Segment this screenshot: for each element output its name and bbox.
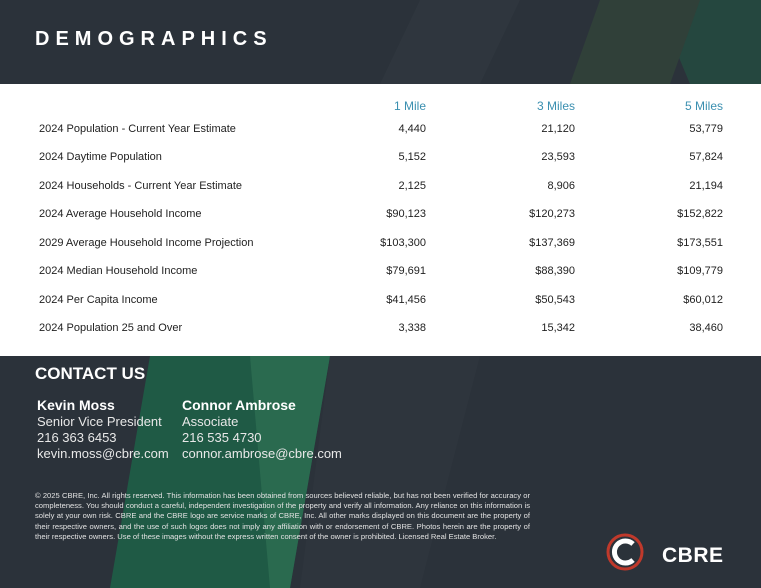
cell-value: 53,779 — [689, 123, 723, 135]
row-label: 2024 Per Capita Income — [39, 294, 158, 306]
cell-value: 21,120 — [541, 123, 575, 135]
row-label: 2024 Households - Current Year Estimate — [39, 180, 243, 192]
cell-value: $152,822 — [677, 208, 723, 220]
contact-name: Kevin Moss — [37, 397, 115, 413]
header — [0, 0, 761, 84]
cell-value: 23,593 — [541, 151, 575, 163]
contact-name: Connor Ambrose — [182, 397, 296, 413]
contact-card-connor-ambrose — [182, 397, 342, 462]
cell-value: 15,342 — [541, 322, 575, 334]
contact-email-link[interactable]: connor.ambrose@cbre.com — [182, 446, 342, 461]
cell-value: $137,369 — [529, 237, 575, 249]
cell-value: $109,779 — [677, 265, 723, 277]
table-row — [0, 322, 761, 342]
cell-value: $120,273 — [529, 208, 575, 220]
cell-value: 5,152 — [398, 151, 426, 163]
table-row — [0, 294, 761, 314]
contact-email-link[interactable]: kevin.moss@cbre.com — [37, 446, 169, 461]
cell-value: $50,543 — [535, 294, 575, 306]
table-row — [0, 237, 761, 257]
table-row — [0, 151, 761, 171]
contact-role: Senior Vice President — [37, 414, 162, 429]
cbre-logo: CBRE — [662, 544, 724, 567]
cell-value: 38,460 — [689, 322, 723, 334]
row-label: 2024 Median Household Income — [39, 265, 198, 277]
demographics-table — [0, 84, 761, 356]
cell-value: $90,123 — [386, 208, 426, 220]
table-row — [0, 123, 761, 143]
cell-value: $88,390 — [535, 265, 575, 277]
contact-role: Associate — [182, 414, 239, 429]
contact-phone[interactable]: 216 535 4730 — [182, 430, 262, 445]
cell-value: $60,012 — [683, 294, 723, 306]
page-title: DEMOGRAPHICS — [35, 28, 273, 50]
cell-value: 57,824 — [689, 151, 723, 163]
cell-value: $173,551 — [677, 237, 723, 249]
contact-card-kevin-moss — [37, 397, 169, 462]
column-header-5-miles: 5 Miles — [684, 99, 723, 113]
table-row — [0, 265, 761, 285]
row-label: 2024 Daytime Population — [39, 151, 162, 163]
row-label: 2029 Average Household Income Projection — [39, 237, 254, 249]
cell-value: $103,300 — [380, 237, 426, 249]
row-label: 2024 Population 25 and Over — [39, 322, 183, 334]
column-header-3-miles: 3 Miles — [536, 99, 575, 113]
c-logo-icon — [606, 533, 644, 571]
column-header-1-mile: 1 Mile — [393, 99, 426, 113]
cell-value: 3,338 — [398, 322, 426, 334]
table-row — [0, 208, 761, 228]
cell-value: $41,456 — [386, 294, 426, 306]
cell-value: 21,194 — [689, 180, 723, 192]
row-label: 2024 Population - Current Year Estimate — [39, 123, 236, 135]
row-label: 2024 Average Household Income — [39, 208, 202, 220]
contact-title: CONTACT US — [35, 364, 146, 383]
cell-value: 8,906 — [547, 180, 575, 192]
legal-disclaimer: © 2025 CBRE, Inc. All rights reserved. This information has been obtained from sources believed reliable, but has not been verified for accuracy or completeness. You should conduct a careful, independent investigation of the property and verify all information. Any reliance on this information is solely at your own risk. CBRE and the CBRE logo are service marks of CBRE, Inc. All other marks displayed on this document are the property of their respective owners, and the use of such logos does not imply any affiliation with or endorsement of CBRE. Photos herein are the property of their respective owners. Use of these images without the express written consent of the owner is prohibited. Licensed Real Estate Broker. — [35, 491, 530, 541]
cell-value: 4,440 — [398, 123, 426, 135]
table-row — [0, 180, 761, 200]
cell-value: $79,691 — [386, 265, 426, 277]
contact-phone[interactable]: 216 363 6453 — [37, 430, 117, 445]
cell-value: 2,125 — [398, 180, 426, 192]
